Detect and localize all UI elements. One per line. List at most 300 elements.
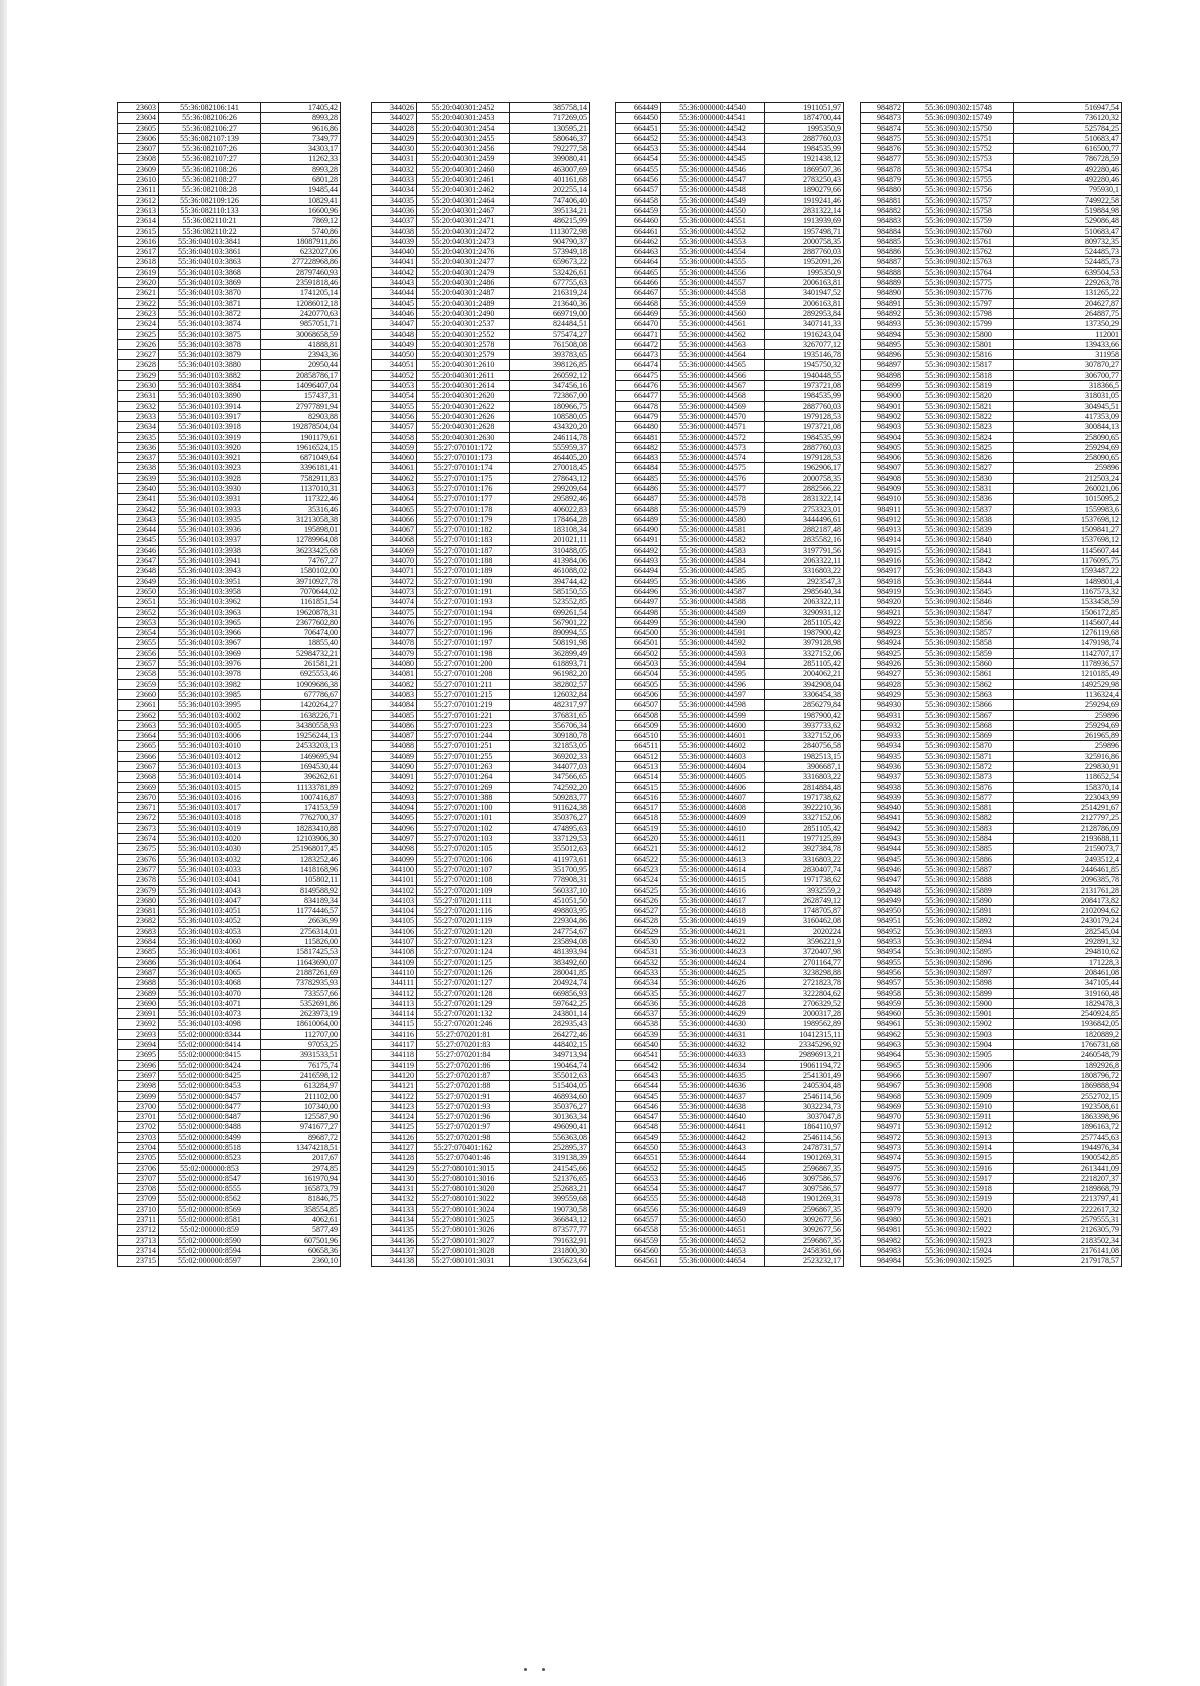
cadastral-value: 669856,93 [510,988,590,998]
table-row [118,731,341,741]
cadastral-number: 55:36:040103:3882 [159,370,261,380]
cadastral-number: 55:36:090302:15856 [904,617,1014,627]
row-number: 664488 [616,504,661,514]
row-number: 984933 [861,731,904,741]
cadastral-value: 2851105,42 [765,617,844,627]
table-row [372,483,590,493]
cadastral-number: 55:02:000000:853 [159,1163,261,1173]
row-number: 984887 [861,257,904,267]
cadastral-number: 55:36:090302:15860 [904,659,1014,669]
cadastral-number: 55:27:070101:200 [417,659,510,669]
row-number: 984952 [861,926,904,936]
table-row [118,514,341,524]
table-row [861,504,1122,514]
cadastral-number: 55:36:040103:3869 [159,278,261,288]
cadastral-number: 55:27:070101:182 [417,525,510,535]
row-number: 344076 [372,617,417,627]
table-row [616,319,844,329]
row-number: 664467 [616,288,661,298]
cadastral-value: 1971738,62 [765,792,844,802]
cadastral-value: 5352691,86 [261,998,341,1008]
cadastral-number: 55:27:070201:83 [417,1040,510,1050]
row-number: 344083 [372,689,417,699]
cadastral-number: 55:36:000000:44636 [661,1081,765,1091]
cadastral-number: 55:27:070201:86 [417,1060,510,1070]
cadastral-number: 55:36:082107:139 [159,133,261,143]
cadastral-value: 2546114,56 [765,1091,844,1101]
table-row [118,1153,341,1163]
table-row [372,123,590,133]
cadastral-number: 55:36:082110:22 [159,226,261,236]
row-number: 984906 [861,453,904,463]
cadastral-value: 2541301,49 [765,1070,844,1080]
table-row [861,1050,1122,1060]
row-number: 664470 [616,319,661,329]
table-row [372,1245,590,1255]
row-number: 984880 [861,185,904,195]
cadastral-value: 2514291,67 [1014,803,1122,813]
table-row [861,556,1122,566]
row-number: 23697 [118,1070,159,1080]
table-row [118,586,341,596]
cadastral-number: 55:36:090302:15881 [904,803,1014,813]
table-row [861,720,1122,730]
row-number: 23707 [118,1173,159,1183]
cadastral-number: 55:36:082106:27 [159,123,261,133]
cadastral-value: 2420770,63 [261,308,341,318]
table-row [616,350,844,360]
cadastral-number: 55:20:040301:2611 [417,370,510,380]
row-number: 984904 [861,432,904,442]
cadastral-value: 231800,30 [510,1245,590,1255]
cadastral-number: 55:36:040103:3921 [159,453,261,463]
table-row [372,586,590,596]
row-number: 23688 [118,978,159,988]
cadastral-value: 1145607,44 [1014,617,1122,627]
row-number: 664455 [616,164,661,174]
cadastral-number: 55:20:040301:2626 [417,411,510,421]
row-number: 344075 [372,607,417,617]
cadastral-value: 749922,58 [1014,195,1122,205]
row-number: 664530 [616,937,661,947]
row-number: 984961 [861,1019,904,1029]
cadastral-value: 7869,12 [261,216,341,226]
cadastral-number: 55:20:040301:2453 [417,113,510,123]
cadastral-number: 55:36:090302:15838 [904,514,1014,524]
row-number: 23625 [118,329,159,339]
cadastral-value: 115826,00 [261,937,341,947]
row-number: 23632 [118,401,159,411]
table-row [616,525,844,535]
row-number: 23642 [118,504,159,514]
table-row [861,1009,1122,1019]
cadastral-value: 216319,24 [510,288,590,298]
cadastral-value: 396262,61 [261,772,341,782]
row-number: 664502 [616,648,661,658]
cadastral-number: 55:27:070101:215 [417,689,510,699]
row-number: 664539 [616,1029,661,1039]
table-row [861,1256,1122,1266]
cadastral-number: 55:02:000000:8457 [159,1091,261,1101]
cadastral-number: 55:36:090302:15761 [904,236,1014,246]
cadastral-value: 3327152,06 [765,731,844,741]
cadastral-value: 282545,04 [1014,926,1122,936]
cadastral-number: 55:36:000000:44593 [661,648,765,658]
cadastral-number: 55:36:000000:44654 [661,1256,765,1266]
row-number: 664452 [616,133,661,143]
cadastral-number: 55:27:070101:198 [417,648,510,658]
cadastral-number: 55:36:090302:15872 [904,762,1014,772]
cadastral-number: 55:36:040103:3930 [159,483,261,493]
cadastral-number: 55:36:090302:15904 [904,1040,1014,1050]
cadastral-number: 55:27:070201:111 [417,895,510,905]
table-row [372,545,590,555]
table-row [616,751,844,761]
cadastral-number: 55:36:090302:15887 [904,864,1014,874]
cadastral-value: 3222804,62 [765,988,844,998]
cadastral-number: 55:36:090302:15842 [904,556,1014,566]
table-row [861,782,1122,792]
cadastral-number: 55:36:090302:15910 [904,1101,1014,1111]
cadastral-number: 55:02:000000:8488 [159,1122,261,1132]
cadastral-value: 585150,55 [510,586,590,596]
cadastral-number: 55:36:000000:44629 [661,1009,765,1019]
row-number: 664521 [616,844,661,854]
cadastral-number: 55:36:040103:4043 [159,885,261,895]
cadastral-number: 55:36:040103:4073 [159,1009,261,1019]
table-row [616,782,844,792]
cadastral-number: 55:36:000000:44572 [661,432,765,442]
row-number: 984975 [861,1163,904,1173]
cadastral-value: 2721823,78 [765,978,844,988]
cadastral-number: 55:36:040103:3861 [159,247,261,257]
table-row [616,1091,844,1101]
cadastral-number: 55:36:090302:15900 [904,998,1014,1008]
cadastral-value: 399080,41 [510,154,590,164]
row-number: 344114 [372,1009,417,1019]
table-row [616,1112,844,1122]
cadastral-number: 55:27:070101:388 [417,792,510,802]
row-number: 984950 [861,906,904,916]
table-row [861,1101,1122,1111]
cadastral-value: 3932559,2 [765,885,844,895]
table-row [372,463,590,473]
cadastral-value: 524485,73 [1014,257,1122,267]
row-number: 23622 [118,298,159,308]
cadastral-value: 1479198,74 [1014,638,1122,648]
table-row [861,967,1122,977]
cadastral-value: 180966,75 [510,401,590,411]
row-number: 23612 [118,195,159,205]
row-number: 664507 [616,700,661,710]
row-number: 984903 [861,422,904,432]
cadastral-value: 3327152,06 [765,813,844,823]
cadastral-value: 157437,31 [261,391,341,401]
cadastral-value: 1989562,89 [765,1019,844,1029]
cadastral-number: 55:36:040103:4098 [159,1019,261,1029]
cadastral-value: 26636,99 [261,916,341,926]
table-row [118,525,341,535]
cadastral-value: 108580,05 [510,411,590,421]
table-row [372,1173,590,1183]
table-row [861,154,1122,164]
cadastral-number: 55:36:000000:44634 [661,1060,765,1070]
cadastral-value: 2577445,63 [1014,1132,1122,1142]
cadastral-value: 1829478,3 [1014,998,1122,1008]
row-number: 984948 [861,885,904,895]
cadastral-value: 2856279,84 [765,700,844,710]
cadastral-value: 2128786,09 [1014,823,1122,833]
row-number: 23617 [118,247,159,257]
cadastral-number: 55:36:000000:44554 [661,247,765,257]
row-number: 664486 [616,483,661,493]
cadastral-number: 55:36:040103:3871 [159,298,261,308]
row-number: 984926 [861,659,904,669]
table-row [118,679,341,689]
cadastral-number: 55:36:040103:3995 [159,700,261,710]
row-number: 23691 [118,1009,159,1019]
cadastral-value: 468934,60 [510,1091,590,1101]
cadastral-number: 55:27:070101:255 [417,751,510,761]
table-row [616,267,844,277]
table-row [616,844,844,854]
cadastral-number: 55:27:070101:176 [417,483,510,493]
table-row [616,360,844,370]
cadastral-number: 55:20:040301:2487 [417,288,510,298]
cadastral-number: 55:36:090302:15907 [904,1070,1014,1080]
cadastral-number: 55:36:040103:3937 [159,535,261,545]
cadastral-value: 7762700,37 [261,813,341,823]
row-number: 344132 [372,1194,417,1204]
row-number: 984882 [861,205,904,215]
table-row [372,998,590,1008]
cadastral-number: 55:20:040301:2486 [417,278,510,288]
row-number: 664497 [616,597,661,607]
cadastral-value: 742592,20 [510,782,590,792]
cadastral-value: 2814884,48 [765,782,844,792]
table-row [118,453,341,463]
cadastral-number: 55:36:090302:15911 [904,1112,1014,1122]
row-number: 344054 [372,391,417,401]
row-number: 984930 [861,700,904,710]
row-number: 984893 [861,319,904,329]
row-number: 984912 [861,514,904,524]
cadastral-number: 55:36:090302:15847 [904,607,1014,617]
row-number: 23627 [118,350,159,360]
cadastral-value: 482317,97 [510,700,590,710]
cadastral-value: 613284,97 [261,1081,341,1091]
row-number: 664512 [616,751,661,761]
cadastral-number: 55:36:090302:15897 [904,967,1014,977]
cadastral-number: 55:36:000000:44541 [661,113,765,123]
row-number: 344110 [372,967,417,977]
row-number: 23613 [118,205,159,215]
cadastral-value: 31213058,38 [261,514,341,524]
cadastral-value: 529086,48 [1014,216,1122,226]
table-row [118,329,341,339]
cadastral-number: 55:36:040103:3931 [159,494,261,504]
cadastral-value: 1984535,99 [765,391,844,401]
table-row [861,1060,1122,1070]
row-number: 344125 [372,1122,417,1132]
table-row [118,401,341,411]
table-row [616,1204,844,1214]
table-row [118,216,341,226]
table-row [372,813,590,823]
cadastral-number: 55:36:040103:3938 [159,545,261,555]
row-number: 23694 [118,1040,159,1050]
cadastral-number: 55:27:070201:126 [417,967,510,977]
cadastral-number: 55:27:070101:193 [417,597,510,607]
table-row [861,1070,1122,1080]
row-number: 23610 [118,175,159,185]
table-row [616,308,844,318]
cadastral-value: 795930,1 [1014,185,1122,195]
table-row [372,339,590,349]
cadastral-value: 11774446,57 [261,906,341,916]
row-number: 344135 [372,1225,417,1235]
table-row [861,607,1122,617]
cadastral-value: 251968017,45 [261,844,341,854]
table-row [861,370,1122,380]
cadastral-number: 55:36:090302:15876 [904,782,1014,792]
cadastral-number: 55:36:090302:15821 [904,401,1014,411]
cadastral-number: 55:36:000000:44605 [661,772,765,782]
row-number: 664527 [616,906,661,916]
cadastral-number: 55:36:000000:44551 [661,216,765,226]
cadastral-number: 55:36:040103:3951 [159,576,261,586]
cadastral-number: 55:36:090302:15891 [904,906,1014,916]
row-number: 23646 [118,545,159,555]
table-row [861,123,1122,133]
cadastral-number: 55:36:000000:44638 [661,1101,765,1111]
row-number: 23615 [118,226,159,236]
cadastral-number: 55:36:090302:15818 [904,370,1014,380]
cadastral-number: 55:36:090302:15755 [904,175,1014,185]
cadastral-number: 55:27:070101:244 [417,731,510,741]
row-number: 344032 [372,164,417,174]
table-row [616,731,844,741]
cadastral-number: 55:36:082106:26 [159,113,261,123]
cadastral-value: 131265,22 [1014,288,1122,298]
cadastral-value: 292891,32 [1014,937,1122,947]
cadastral-number: 55:36:000000:44600 [661,720,765,730]
table-row [616,916,844,926]
cadastral-value: 496090,41 [510,1122,590,1132]
cadastral-number: 55:20:040301:2462 [417,185,510,195]
cadastral-value: 356706,34 [510,720,590,730]
cadastral-number: 55:02:000000:8581 [159,1215,261,1225]
cadastral-value: 1537698,12 [1014,535,1122,545]
cadastral-number: 55:36:040103:3965 [159,617,261,627]
cadastral-value: 1890279,66 [765,185,844,195]
cadastral-value: 1418168,96 [261,864,341,874]
table-row [118,391,341,401]
cadastral-value: 10829,41 [261,195,341,205]
cadastral-number: 55:36:040103:4064 [159,957,261,967]
table-row [616,133,844,143]
row-number: 23648 [118,566,159,576]
table-row [861,937,1122,947]
row-number: 984908 [861,473,904,483]
row-number: 664518 [616,813,661,823]
row-number: 344109 [372,957,417,967]
row-number: 344087 [372,731,417,741]
table-row [372,576,590,586]
row-number: 23645 [118,535,159,545]
table-row [861,1019,1122,1029]
cadastral-number: 55:36:000000:44653 [661,1245,765,1255]
cadastral-number: 55:36:000000:44595 [661,669,765,679]
row-number: 664487 [616,494,661,504]
cadastral-number: 55:36:090302:15919 [904,1194,1014,1204]
cadastral-value: 1982513,15 [765,751,844,761]
cadastral-value: 834189,34 [261,895,341,905]
cadastral-value: 2213797,41 [1014,1194,1122,1204]
cadastral-number: 55:27:080101:3027 [417,1235,510,1245]
row-number: 23681 [118,906,159,916]
cadastral-number: 55:36:000000:44549 [661,195,765,205]
table-row [861,988,1122,998]
cadastral-number: 55:36:090302:15871 [904,751,1014,761]
row-number: 984972 [861,1132,904,1142]
cadastral-value: 1276119,68 [1014,628,1122,638]
table-row [118,720,341,730]
table-row [372,1153,590,1163]
cadastral-number: 55:27:070201:116 [417,906,510,916]
row-number: 984896 [861,350,904,360]
table-row [372,937,590,947]
cadastral-number: 55:36:040103:3985 [159,689,261,699]
table-row [616,514,844,524]
table-row [616,1060,844,1070]
table-row [372,1101,590,1111]
table-row [861,463,1122,473]
table-row [118,308,341,318]
table-row [372,175,590,185]
cadastral-value: 19616524,15 [261,442,341,452]
table-row [118,792,341,802]
cadastral-value: 2701164,77 [765,957,844,967]
row-number: 984874 [861,123,904,133]
cadastral-number: 55:36:090302:15885 [904,844,1014,854]
scan-speck [520,1668,560,1674]
table-row [861,339,1122,349]
cadastral-value: 1979128,53 [765,411,844,421]
cadastral-number: 55:20:040301:2479 [417,267,510,277]
row-number: 984892 [861,308,904,318]
table-row [616,1245,844,1255]
cadastral-number: 55:36:090302:15844 [904,576,1014,586]
table-row [372,875,590,885]
table-row [372,967,590,977]
cadastral-value: 6801,28 [261,175,341,185]
row-number: 984969 [861,1101,904,1111]
table-row [616,1040,844,1050]
table-row [616,103,844,113]
table-row [616,545,844,555]
cadastral-value: 259294,69 [1014,720,1122,730]
cadastral-value: 23345296,92 [765,1040,844,1050]
cadastral-value: 2189868,79 [1014,1184,1122,1194]
row-number: 344059 [372,442,417,452]
cadastral-number: 55:36:000000:44607 [661,792,765,802]
cadastral-value: 382802,57 [510,679,590,689]
cadastral-number: 55:36:090302:15908 [904,1081,1014,1091]
row-number: 664499 [616,617,661,627]
table-row [616,1132,844,1142]
cadastral-value: 9741677,27 [261,1122,341,1132]
